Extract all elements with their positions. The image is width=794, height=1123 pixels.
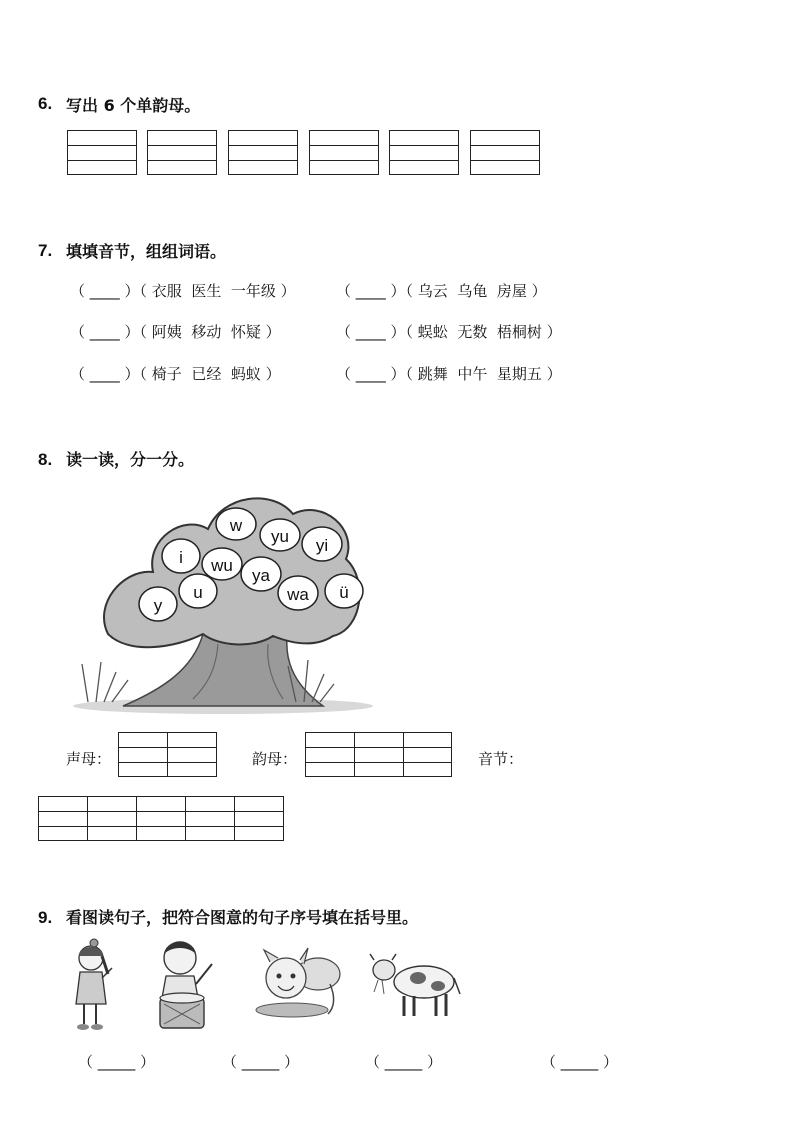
apple-label: i xyxy=(179,548,183,567)
q9-answer-blank[interactable]: （ _____ ） xyxy=(541,1053,619,1071)
cartoon-animal-icon xyxy=(250,944,346,1024)
q7-item[interactable]: （ ____ ）（ 蜈蚣 无数 梧桐树 ） xyxy=(336,323,562,341)
yinjie-label: 音节： xyxy=(478,750,524,768)
writing-grid[interactable] xyxy=(470,130,540,175)
q9-answer-blank[interactable]: （ _____ ） xyxy=(365,1053,443,1071)
q8-number: 8. xyxy=(38,450,53,469)
q7-item[interactable]: （ ____ ）（ 椅子 已经 蚂蚁 ） xyxy=(70,365,281,383)
writing-grid[interactable] xyxy=(389,130,459,175)
q6-number: 6. xyxy=(38,94,53,113)
q8-title: 读一读，分一分。 xyxy=(66,450,195,469)
q7-title: 填填音节，组组词语。 xyxy=(66,242,227,261)
apple-label: y xyxy=(153,596,163,615)
apple-label: ü xyxy=(339,583,349,602)
writing-grid[interactable] xyxy=(67,130,137,175)
q7-item[interactable]: （ ____ ）（ 乌云 乌龟 房屋 ） xyxy=(336,282,547,300)
q7-item[interactable]: （ ____ ）（ 衣服 医生 一年级 ） xyxy=(70,282,296,300)
writing-grid[interactable] xyxy=(309,130,379,175)
q6-title: 写出 6 个单韵母。 xyxy=(66,96,201,115)
shengmu-label: 声母： xyxy=(66,750,112,768)
apple-label: wu xyxy=(211,556,233,575)
drummer-boy-icon xyxy=(148,934,220,1036)
apple-label: w xyxy=(229,516,243,535)
yinjie-grid[interactable] xyxy=(38,796,284,841)
q7-number: 7. xyxy=(38,241,53,260)
q9-answer-blank[interactable]: （ _____ ） xyxy=(222,1053,300,1071)
apple-label: wa xyxy=(287,585,309,604)
cow-icon xyxy=(368,950,462,1026)
q7-item[interactable]: （ ____ ）（ 跳舞 中午 星期五 ） xyxy=(336,365,562,383)
girl-icon xyxy=(66,938,116,1034)
shengmu-grid[interactable] xyxy=(118,732,217,777)
apple-label: u xyxy=(193,583,203,602)
yunmu-label: 韵母： xyxy=(252,750,298,768)
q7-item[interactable]: （ ____ ）（ 阿姨 移动 怀疑 ） xyxy=(70,323,281,341)
writing-grid[interactable] xyxy=(228,130,298,175)
q9-number: 9. xyxy=(38,908,53,927)
apple-tree-illustration xyxy=(68,484,378,716)
writing-grid[interactable] xyxy=(147,130,217,175)
yunmu-grid[interactable] xyxy=(305,732,452,777)
q9-title: 看图读句子，把符合图意的句子序号填在括号里。 xyxy=(66,908,419,927)
apple-label: yu xyxy=(271,527,289,546)
apple-label: yi xyxy=(315,536,329,555)
apple-label: ya xyxy=(252,566,270,585)
q9-answer-blank[interactable]: （ _____ ） xyxy=(78,1053,156,1071)
